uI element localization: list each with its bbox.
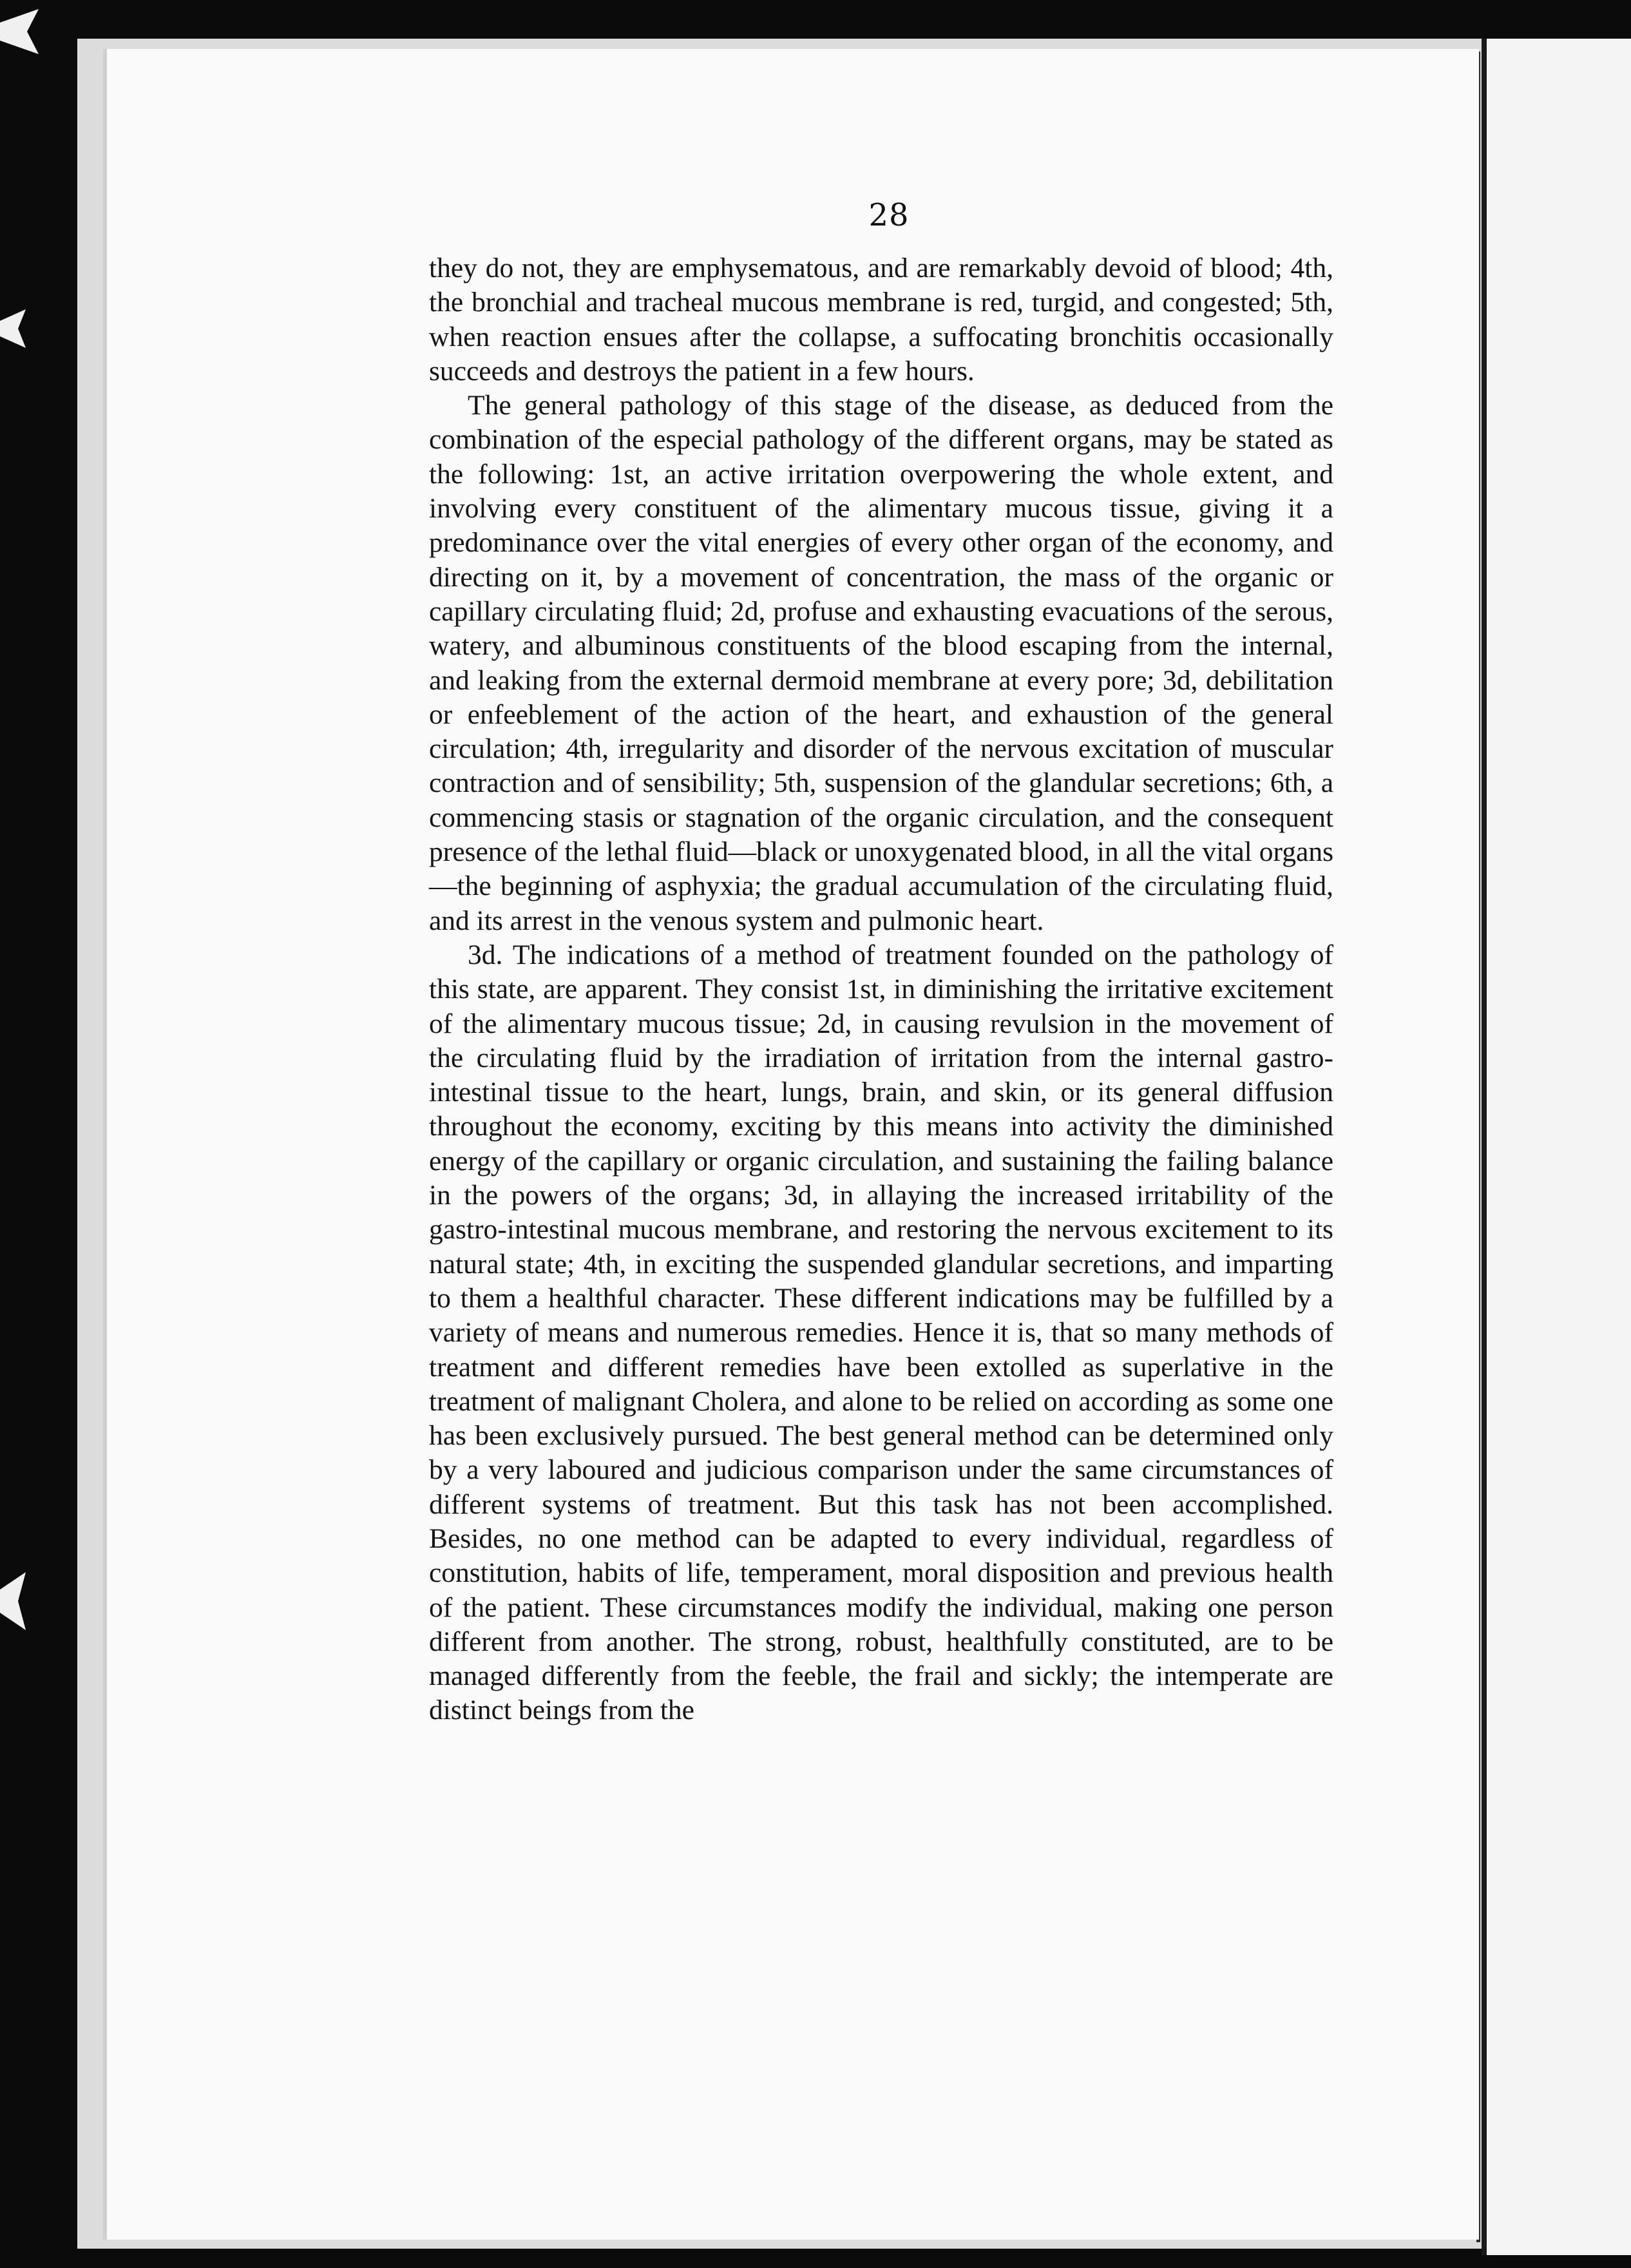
page-number: 28 [868,197,910,233]
scan-edge-mark [0,1572,26,1630]
facing-page-edge [1482,39,1631,2255]
paragraph: they do not, they are emphysematous, and are remarkably devoid of blood; 4th, the bronchial and tracheal mucous membrane is red, turgid, and congested; 5th, when reaction ensues after the collapse, a suffocating bronchitis occasionally succeeds and destroys the patient in a few hours. [429,253,1333,387]
scan-edge-mark [0,309,26,348]
body-text [429,251,1333,1728]
paragraph: 3d. The indications of a method of treatment founded on the pathology of this state, are apparent. They consist 1st, in diminishing the irritative excitement of the alimentary mucous tissue; 2d, in causing revulsion in the movement of the circulating fluid by the irradiation of irritation from the internal gastro-intestinal tissue to the heart, lungs, brain, and skin, or its general diffusion throughout the economy, exciting by this means into activity the diminished energy of the capillary or organic circulation, and sustaining the failing balance in the powers of the organs; 3d, in allaying the increased irritability of the gastro-intestinal mucous membrane, and restoring the nervous excitement to its natural state; 4th, in exciting the suspended glandular secretions, and imparting to them a healthful character. These different indications may be fulfilled by a variety of means and numerous remedies. Hence it is, that so many methods of treatment and different remedies have been extolled as superlative in the treatment of malignant Cholera, and alone to be relied on according as some one has been exclusively pursued. The best general method can be determined only by a very laboured and judicious comparison under the same circumstances of different systems of treatment. But this task has not been accomplished. Besides, no one method can be adapted to every individual, regardless of constitution, habits of life, temperament, moral disposition and previous health of the patient. These circumstances modify the individual, making one person different from another. The strong, robust, healthfully constituted, are to be managed differently from the feeble, the frail and sickly; the intemperate are distinct beings from the [429,939,1333,1726]
paragraph: The general pathology of this stage of the disease, as deduced from the combination of the especial pathology of the different organs, may be stated as the following: 1st, an active irritation overpowering the whole extent, and involving every constituent of the alimentary mucous tissue, giving it a predominance over the vital energies of every other organ of the economy, and directing on it, by a movement of concentration, the mass of the organic or capillary circulating fluid; 2d, profuse and exhausting evacuations of the serous, watery, and albuminous constituents of the blood escaping from the internal, and leaking from the external dermoid membrane at every pore; 3d, debilitation or enfeeblement of the action of the heart, and exhaustion of the general circulation; 4th, irregularity and disorder of the nervous excitation of muscular contraction and of sensibility; 5th, suspension of the glandular secretions; 6th, a commencing stasis or stagnation of the organic circulation, and the consequent presence of the lethal fluid—black or unoxygenated blood, in all the vital organs—the beginning of asphyxia; the gradual accumulation of the circulating fluid, and its arrest in the venous system and pulmonic heart. [429,390,1333,936]
scan-corner-mark [0,9,39,54]
